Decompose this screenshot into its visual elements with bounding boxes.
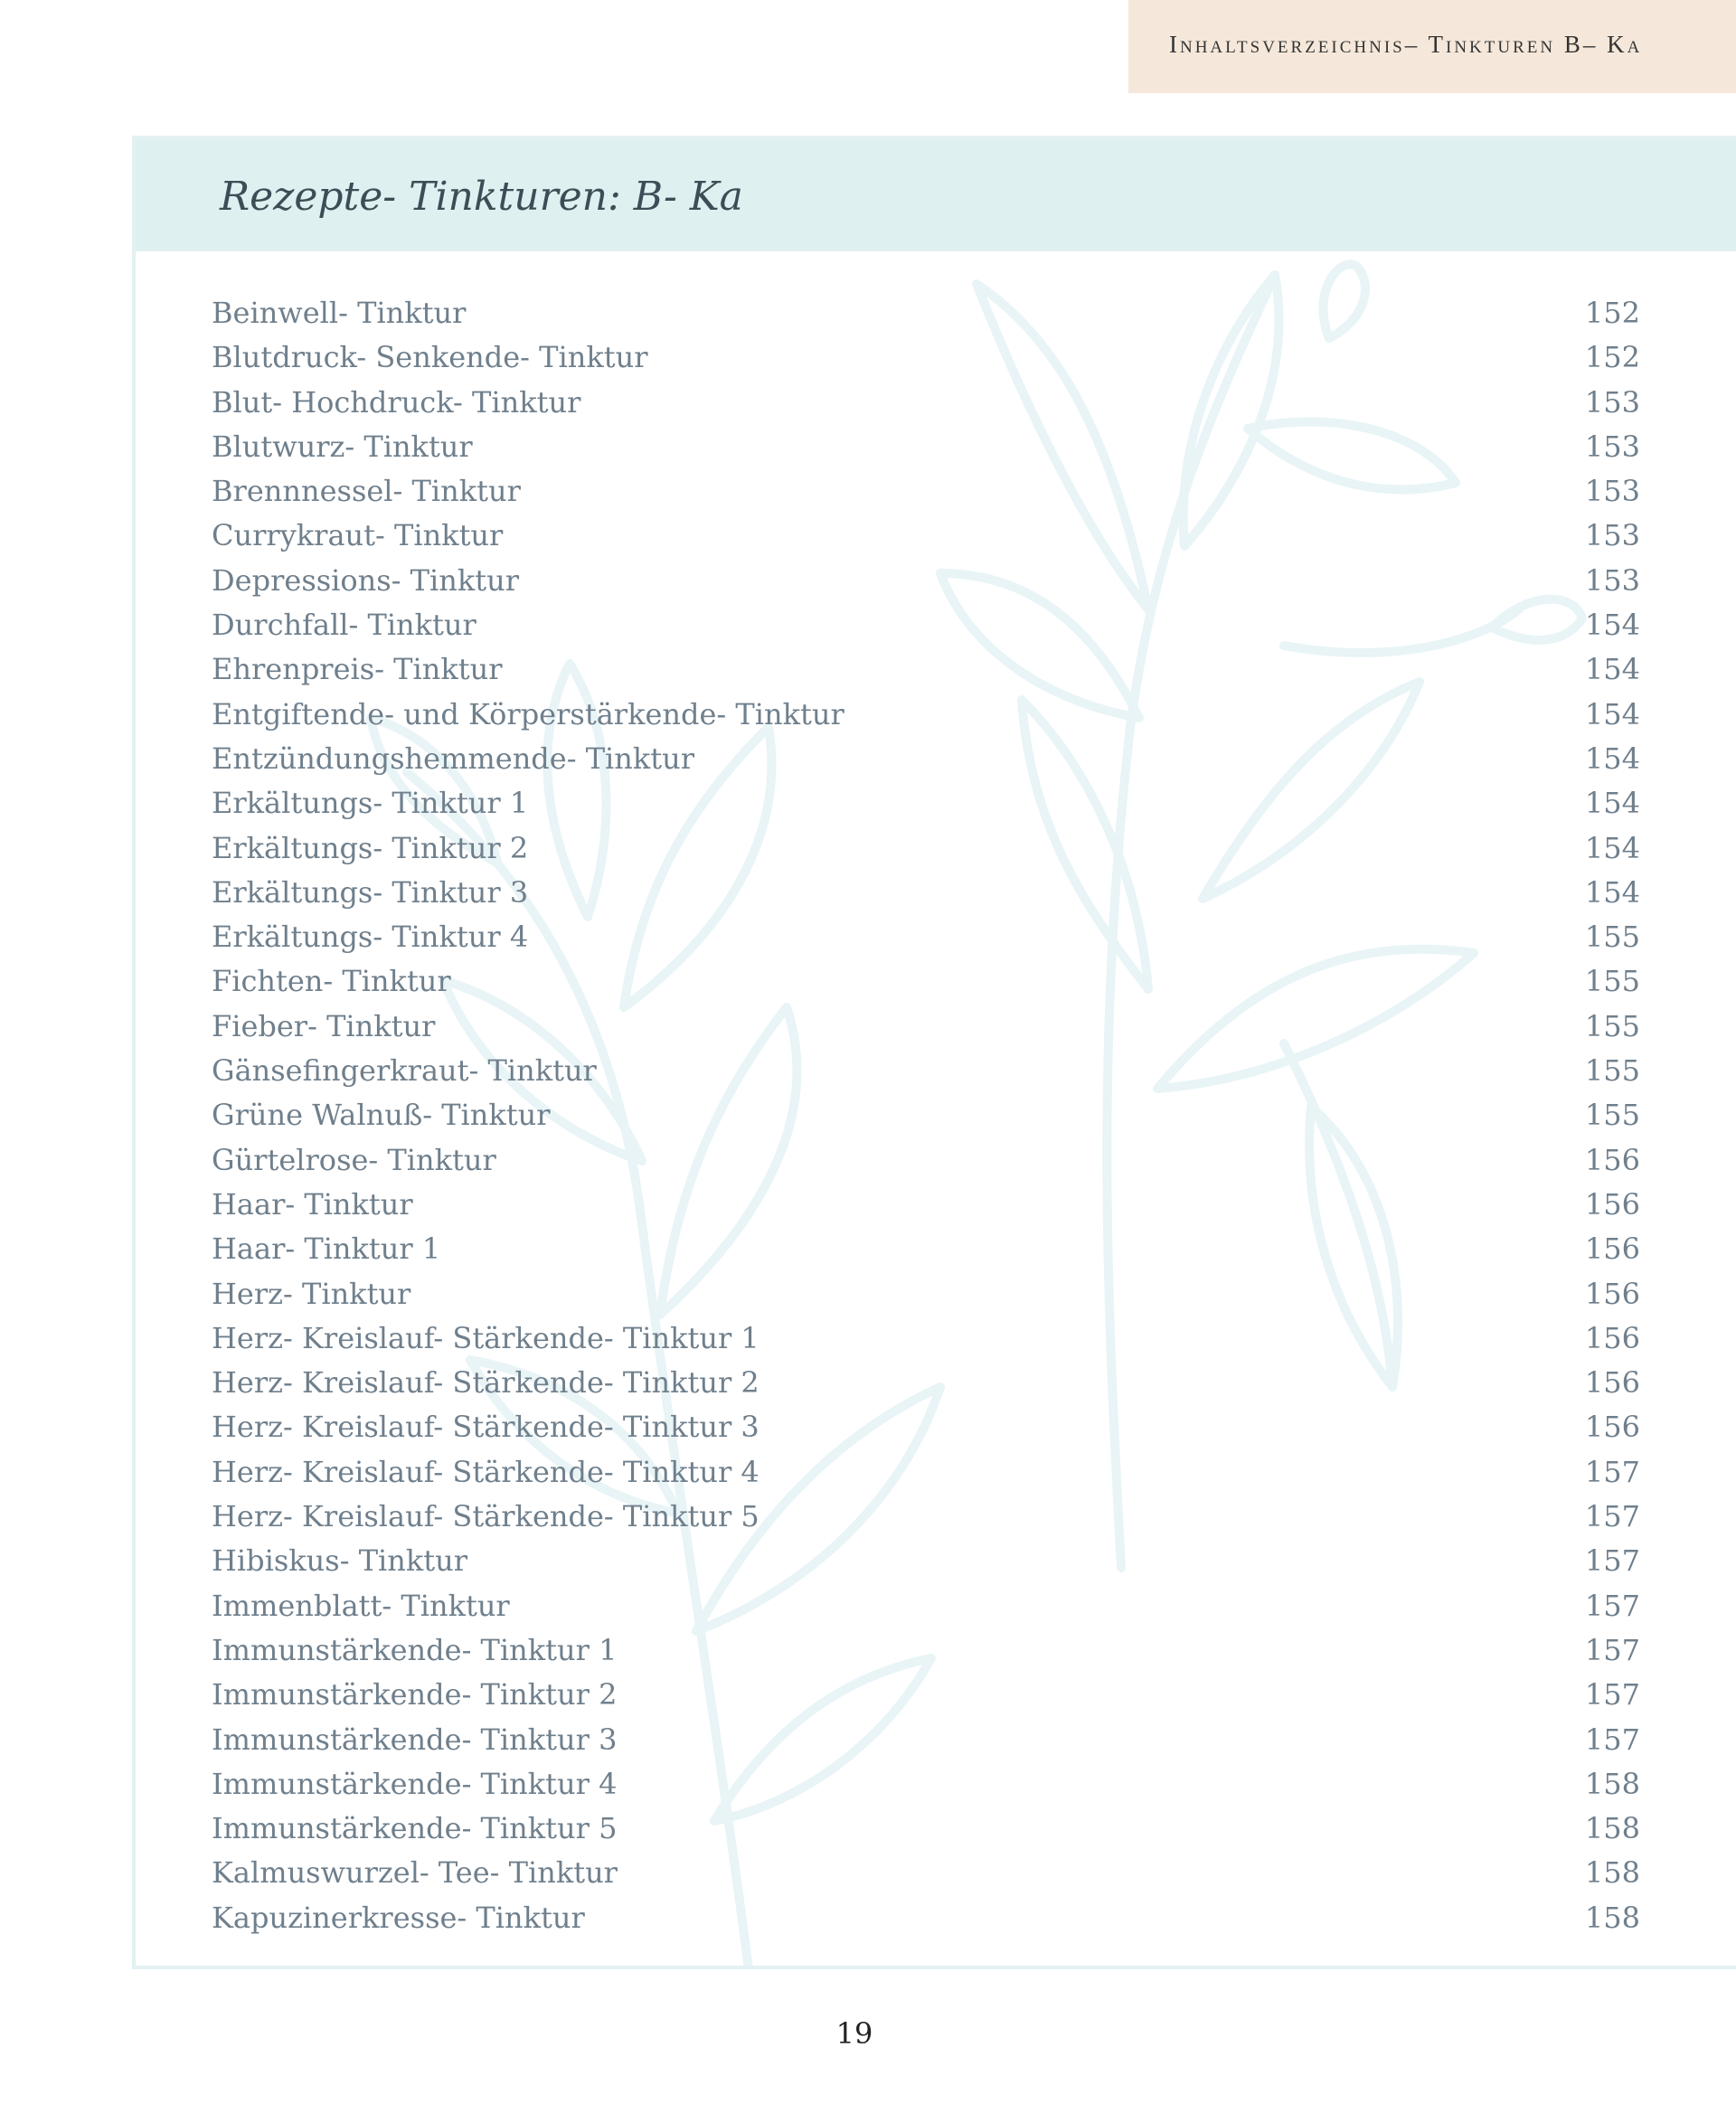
toc-entry[interactable] bbox=[212, 871, 1640, 915]
section-title-band bbox=[136, 139, 1736, 251]
toc-entry-page: 155 bbox=[1584, 1053, 1640, 1089]
toc-entry-label: Haar- Tinktur bbox=[212, 1186, 413, 1222]
table-of-contents bbox=[132, 136, 1736, 1969]
toc-entry-page: 158 bbox=[1584, 1855, 1640, 1891]
toc-entry[interactable] bbox=[212, 1628, 1640, 1673]
toc-entry-label: Herz- Kreislauf- Stärkende- Tinktur 4 bbox=[212, 1454, 760, 1489]
toc-entry[interactable] bbox=[212, 603, 1640, 647]
toc-entry-list bbox=[212, 291, 1640, 1940]
toc-entry-label: Herz- Kreislauf- Stärkende- Tinktur 5 bbox=[212, 1499, 760, 1534]
toc-entry-label: Immenblatt- Tinktur bbox=[212, 1588, 510, 1623]
toc-entry-label: Blutdruck- Senkende- Tinktur bbox=[212, 340, 648, 375]
toc-entry[interactable] bbox=[212, 1718, 1640, 1762]
toc-entry-label: Immunstärkende- Tinktur 3 bbox=[212, 1722, 618, 1757]
toc-entry-label: Brennnessel- Tinktur bbox=[212, 474, 521, 509]
toc-entry-page: 158 bbox=[1584, 1900, 1640, 1935]
toc-entry-label: Hibiskus- Tinktur bbox=[212, 1543, 468, 1579]
toc-entry-page: 154 bbox=[1584, 652, 1640, 687]
toc-entry-label: Erkältungs- Tinktur 1 bbox=[212, 786, 529, 821]
toc-entry-label: Blut- Hochdruck- Tinktur bbox=[212, 384, 581, 420]
toc-entry-label: Depressions- Tinktur bbox=[212, 562, 520, 598]
toc-entry[interactable] bbox=[212, 381, 1640, 425]
toc-entry-label: Gänsefingerkraut- Tinktur bbox=[212, 1053, 597, 1089]
toc-entry-page: 158 bbox=[1584, 1811, 1640, 1846]
toc-entry[interactable] bbox=[212, 1361, 1640, 1405]
toc-entry-page: 156 bbox=[1584, 1231, 1640, 1267]
toc-entry-page: 152 bbox=[1584, 340, 1640, 375]
toc-entry[interactable] bbox=[212, 291, 1640, 335]
toc-entry-page: 156 bbox=[1584, 1276, 1640, 1311]
toc-entry[interactable] bbox=[212, 1093, 1640, 1137]
toc-entry-page: 156 bbox=[1584, 1142, 1640, 1177]
toc-entry[interactable] bbox=[212, 559, 1640, 603]
toc-entry[interactable] bbox=[212, 514, 1640, 558]
toc-entry[interactable] bbox=[212, 1762, 1640, 1807]
toc-entry[interactable] bbox=[212, 915, 1640, 959]
toc-entry-page: 156 bbox=[1584, 1410, 1640, 1445]
toc-entry[interactable] bbox=[212, 959, 1640, 1004]
toc-entry[interactable] bbox=[212, 1851, 1640, 1895]
toc-entry[interactable] bbox=[212, 693, 1640, 737]
toc-entry[interactable] bbox=[212, 1005, 1640, 1049]
toc-entry-page: 154 bbox=[1584, 786, 1640, 821]
toc-entry[interactable] bbox=[212, 1807, 1640, 1851]
toc-entry-page: 153 bbox=[1584, 474, 1640, 509]
toc-entry-page: 158 bbox=[1584, 1766, 1640, 1801]
toc-entry-page: 153 bbox=[1584, 518, 1640, 553]
toc-entry-label: Fieber- Tinktur bbox=[212, 1008, 436, 1043]
toc-entry-label: Immunstärkende- Tinktur 4 bbox=[212, 1766, 618, 1801]
toc-entry-page: 154 bbox=[1584, 741, 1640, 776]
toc-entry-page: 155 bbox=[1584, 1098, 1640, 1133]
toc-entry-label: Herz- Tinktur bbox=[212, 1276, 411, 1311]
toc-entry[interactable] bbox=[212, 1227, 1640, 1271]
toc-entry-label: Herz- Kreislauf- Stärkende- Tinktur 3 bbox=[212, 1410, 760, 1445]
toc-entry-label: Entzündungshemmende- Tinktur bbox=[212, 741, 695, 776]
toc-entry-label: Fichten- Tinktur bbox=[212, 964, 451, 999]
toc-entry[interactable] bbox=[212, 1450, 1640, 1495]
toc-entry-page: 153 bbox=[1584, 429, 1640, 464]
toc-entry-label: Kapuzinerkresse- Tinktur bbox=[212, 1900, 585, 1935]
toc-entry[interactable] bbox=[212, 1896, 1640, 1940]
toc-entry[interactable] bbox=[212, 1405, 1640, 1449]
toc-entry-page: 154 bbox=[1584, 830, 1640, 865]
toc-entry[interactable] bbox=[212, 1539, 1640, 1583]
toc-entry-page: 155 bbox=[1584, 964, 1640, 999]
toc-entry-page: 155 bbox=[1584, 920, 1640, 955]
toc-entry-page: 154 bbox=[1584, 696, 1640, 731]
section-title: Rezepte- Tinkturen: B- Ka bbox=[220, 174, 743, 220]
toc-entry-page: 157 bbox=[1584, 1632, 1640, 1667]
toc-entry-label: Beinwell- Tinktur bbox=[212, 296, 467, 330]
toc-entry[interactable] bbox=[212, 781, 1640, 826]
toc-entry-label: Erkältungs- Tinktur 4 bbox=[212, 920, 529, 955]
toc-entry-page: 156 bbox=[1584, 1320, 1640, 1355]
toc-entry[interactable] bbox=[212, 1138, 1640, 1183]
toc-entry-page: 157 bbox=[1584, 1588, 1640, 1623]
toc-entry-page: 157 bbox=[1584, 1499, 1640, 1534]
toc-entry-label: Kalmuswurzel- Tee- Tinktur bbox=[212, 1855, 618, 1891]
toc-entry[interactable] bbox=[212, 425, 1640, 469]
toc-entry-label: Immunstärkende- Tinktur 1 bbox=[212, 1632, 618, 1667]
toc-entry-page: 157 bbox=[1584, 1454, 1640, 1489]
toc-entry[interactable] bbox=[212, 1584, 1640, 1628]
toc-entry-label: Entgiftende- und Körperstärkende- Tinktur bbox=[212, 696, 844, 731]
toc-entry-label: Erkältungs- Tinktur 3 bbox=[212, 874, 529, 910]
toc-entry[interactable] bbox=[212, 1495, 1640, 1539]
toc-entry-page: 156 bbox=[1584, 1186, 1640, 1222]
toc-entry-label: Immunstärkende- Tinktur 5 bbox=[212, 1811, 618, 1846]
toc-entry-label: Grüne Walnuß- Tinktur bbox=[212, 1098, 551, 1133]
page-number: 19 bbox=[835, 2016, 873, 2051]
toc-entry-page: 152 bbox=[1584, 296, 1640, 330]
toc-entry[interactable] bbox=[212, 1183, 1640, 1227]
toc-entry[interactable] bbox=[212, 1049, 1640, 1093]
toc-entry-label: Durchfall- Tinktur bbox=[212, 608, 476, 643]
toc-entry-label: Ehrenpreis- Tinktur bbox=[212, 652, 503, 687]
toc-entry-label: Erkältungs- Tinktur 2 bbox=[212, 830, 529, 865]
toc-entry-page: 154 bbox=[1584, 608, 1640, 643]
toc-entry[interactable] bbox=[212, 335, 1640, 380]
toc-entry-label: Herz- Kreislauf- Stärkende- Tinktur 1 bbox=[212, 1320, 760, 1355]
toc-entry-label: Gürtelrose- Tinktur bbox=[212, 1142, 496, 1177]
running-header-title: Inhaltsverzeichnis– Tinkturen B– Ka bbox=[1169, 31, 1643, 58]
toc-entry-page: 157 bbox=[1584, 1677, 1640, 1712]
toc-entry[interactable] bbox=[212, 1272, 1640, 1316]
toc-entry-label: Herz- Kreislauf- Stärkende- Tinktur 2 bbox=[212, 1365, 760, 1401]
toc-entry-label: Haar- Tinktur 1 bbox=[212, 1231, 441, 1267]
toc-entry-page: 157 bbox=[1584, 1722, 1640, 1757]
toc-entry-label: Blutwurz- Tinktur bbox=[212, 429, 473, 464]
toc-entry-label: Currykraut- Tinktur bbox=[212, 518, 504, 553]
toc-entry[interactable] bbox=[212, 469, 1640, 514]
toc-entry-page: 156 bbox=[1584, 1365, 1640, 1401]
toc-entry-page: 154 bbox=[1584, 874, 1640, 910]
toc-entry-page: 153 bbox=[1584, 384, 1640, 420]
toc-entry[interactable] bbox=[212, 737, 1640, 781]
toc-entry[interactable] bbox=[212, 1316, 1640, 1361]
toc-entry[interactable] bbox=[212, 647, 1640, 692]
toc-entry[interactable] bbox=[212, 826, 1640, 871]
toc-entry-page: 155 bbox=[1584, 1008, 1640, 1043]
toc-entry-page: 153 bbox=[1584, 562, 1640, 598]
toc-entry[interactable] bbox=[212, 1673, 1640, 1717]
toc-entry-page: 157 bbox=[1584, 1543, 1640, 1579]
running-header bbox=[1128, 0, 1736, 93]
toc-entry-label: Immunstärkende- Tinktur 2 bbox=[212, 1677, 618, 1712]
